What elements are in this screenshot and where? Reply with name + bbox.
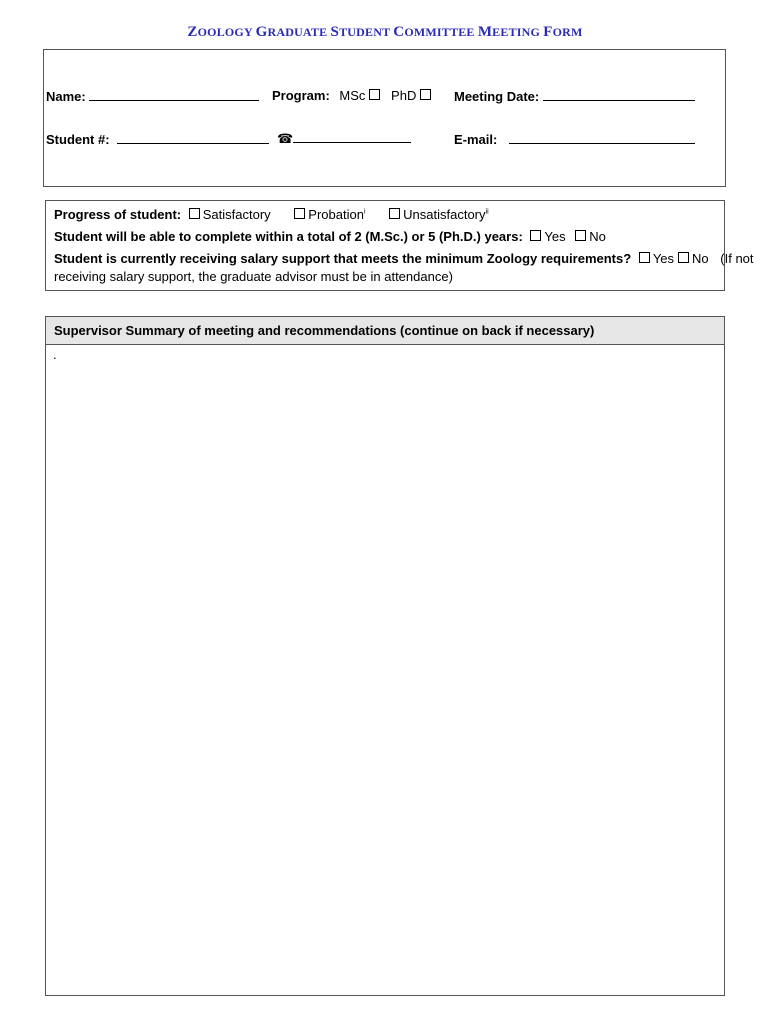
probation-label: Probation xyxy=(308,207,364,222)
salary-no-checkbox[interactable] xyxy=(678,252,689,263)
meeting-date-field[interactable] xyxy=(543,88,695,101)
email-label: E-mail: xyxy=(454,132,498,147)
phd-label: PhD xyxy=(391,88,417,103)
unsatisfactory-checkbox[interactable] xyxy=(389,208,400,219)
student-number-label: Student #: xyxy=(46,132,110,147)
salary-no-label: No xyxy=(692,251,709,266)
phd-checkbox[interactable] xyxy=(420,89,431,100)
name-field[interactable] xyxy=(89,88,259,101)
supervisor-summary-content[interactable]: . xyxy=(53,347,57,362)
supervisor-summary-header: Supervisor Summary of meeting and recommendations (continue on back if necessary) xyxy=(46,317,724,345)
salary-question: Student is currently receiving salary support that meets the minimum Zoology requirements? xyxy=(54,251,632,266)
msc-checkbox[interactable] xyxy=(369,89,380,100)
form-title: ZOOLOGY GRADUATE STUDENT COMMITTEE MEETING FORM xyxy=(187,24,583,40)
satisfactory-checkbox[interactable] xyxy=(189,208,200,219)
progress-box xyxy=(45,200,754,291)
probation-checkbox[interactable] xyxy=(294,208,305,219)
salary-yes-checkbox[interactable] xyxy=(639,252,650,263)
probation-footnote: i xyxy=(363,208,366,216)
satisfactory-label: Satisfactory xyxy=(202,207,271,222)
salary-yes-label: Yes xyxy=(652,251,675,266)
unsatisfactory-footnote: ii xyxy=(485,208,489,216)
phone-field[interactable] xyxy=(293,130,411,143)
completion-no-checkbox[interactable] xyxy=(575,230,586,241)
completion-question: Student will be able to complete within a total of 2 (M.Sc.) or 5 (Ph.D.) years: xyxy=(54,229,523,244)
progress-label: Progress of student: xyxy=(54,207,182,222)
student-info-box xyxy=(43,49,726,187)
supervisor-summary-box xyxy=(45,316,725,996)
unsatisfactory-label: Unsatisfactory xyxy=(403,207,486,222)
student-number-field[interactable] xyxy=(117,131,269,144)
msc-label: MSc xyxy=(339,88,366,103)
completion-yes-checkbox[interactable] xyxy=(530,230,541,241)
completion-yes-label: Yes xyxy=(544,229,566,244)
email-field[interactable] xyxy=(509,131,695,144)
completion-no-label: No xyxy=(589,229,606,244)
program-label: Program: xyxy=(272,88,330,103)
meeting-date-label: Meeting Date: xyxy=(454,89,540,104)
salary-note-end: receiving salary support, the graduate advisor must be in attendance) xyxy=(54,269,453,284)
phone-icon: ☎ xyxy=(277,131,294,146)
salary-note-start: (If not xyxy=(720,251,754,266)
name-label: Name: xyxy=(46,89,86,104)
